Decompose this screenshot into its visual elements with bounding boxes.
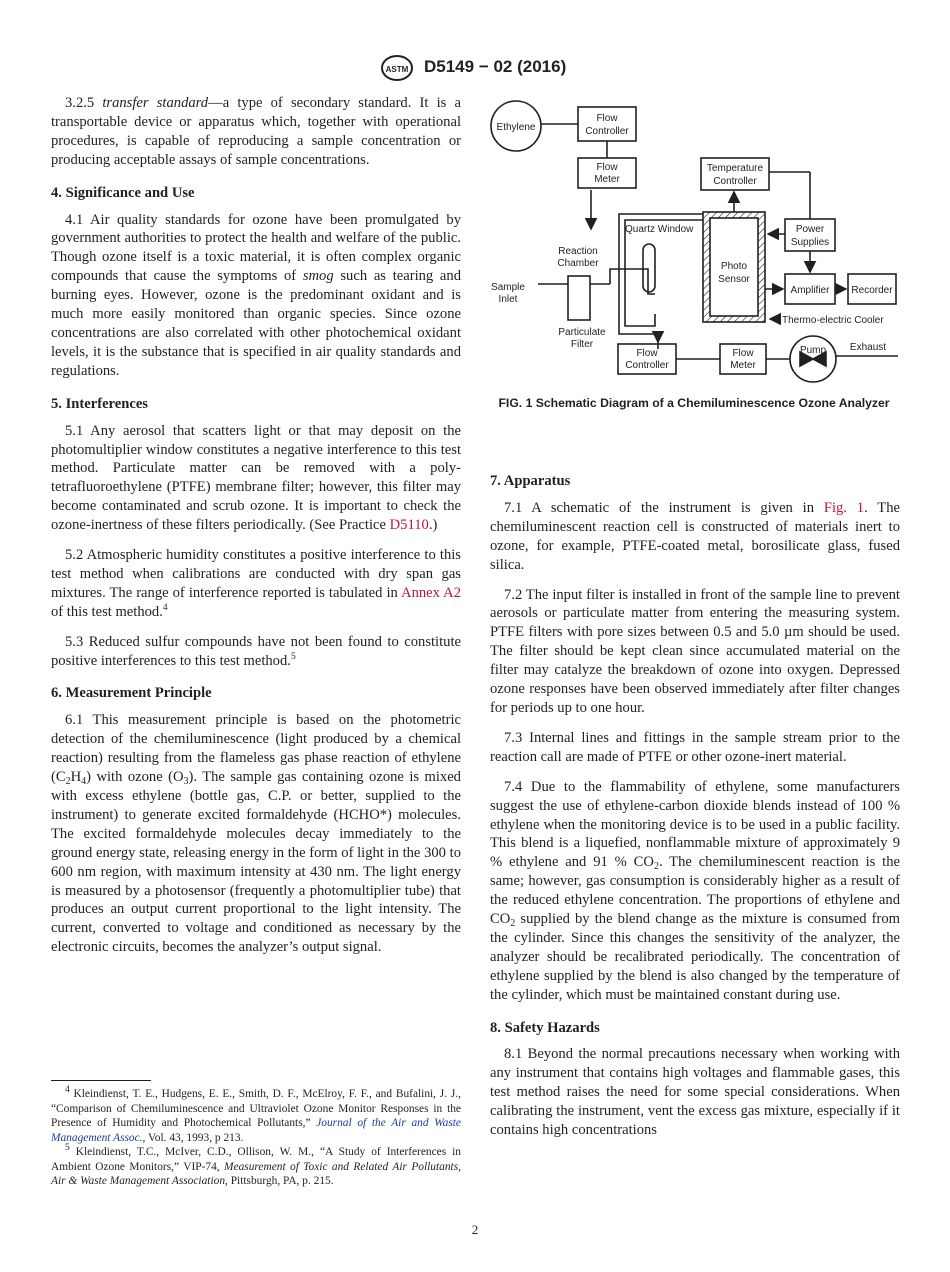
schematic-diagram <box>488 94 900 399</box>
svg-text:Flow: Flow <box>732 348 754 359</box>
footnote-5: $^5$ Kleindienst, T.C., McIver, C.D., Ollison, W. M., “A Study of Interferences in Ambient Ozone Monitors,” VIP-74, Measurement of Toxic and Related Air Pollutants, Air & Waste Management Association, Pittsburgh, PA, p. 215. <box>51 1143 461 1187</box>
svg-text:Flow: Flow <box>596 113 618 124</box>
link-annex-a2[interactable]: Annex A2 <box>401 584 461 601</box>
section-heading-8: 8. Safety Hazards <box>490 1019 600 1036</box>
astm-logo-text: ASTM <box>385 65 409 74</box>
svg-text:Sensor: Sensor <box>718 274 750 285</box>
link-fig-1[interactable]: Fig. 1 <box>823 499 865 516</box>
svg-text:Controller: Controller <box>585 126 629 137</box>
page-number: 2 <box>471 1222 479 1237</box>
right-column <box>490 472 900 1151</box>
label-quartz-window: Quartz Window <box>625 224 694 235</box>
document-id: D5149 − 02 (2016) <box>424 57 567 76</box>
paragraph-4-1: 4.1 Air quality standards for ozone have been promulgated by government authorities to protect the health and welfare of the public. Though ozone itself is a toxic material, it is often complex organic compounds that cause the symptoms of smog such as tearing and burning eyes. However, ozone is the predominant oxidant and is much more easily monitored than organic species. Since ozone concentrations are also correlated with other photochemical oxidant levels, it is the substance that is specified in air quality standards and regulations. <box>51 211 461 379</box>
paragraph-7-3: 7.3 Internal lines and fittings in the sample stream prior to the reaction call are made of PTFE or other ozone-inert material. <box>490 729 900 765</box>
svg-text:Inlet: Inlet <box>498 294 518 305</box>
link-d5110[interactable]: D5110 <box>389 517 429 534</box>
svg-text:Controller: Controller <box>625 360 669 371</box>
paragraph-7-1: 7.1 A schematic of the instrument is given in Fig. 1. The chemiluminescent reaction cell is constructed of materials inert to ozone, for example, PTFE-coated metal, borosilicate glass, fused silica. <box>490 499 900 573</box>
svg-text:Flow: Flow <box>636 348 658 359</box>
svg-text:Amplifier: Amplifier <box>790 285 830 296</box>
paragraph-7-4: 7.4 Due to the flammability of ethylene, some manufacturers suggest the use of ethylene-carbon dioxide blends instead of 100 % ethylene when the monitoring device is to be used in a public facility. This blend is a liquefied, nonflammable mixture of approximately 9 % ethylene and 91 % $CO_2$. The chemiluminescent reaction is the same; however, gas consumption is considerably higher as a result of the reduced ethylene concentration. The proportions of ethylene and $CO_2$ supplied by the blend change as the mixture is consumed from the cylinder. Since this changes the sensitivity of the analyzer, the analyzer should be recalibrated periodically. The concentration of ethylene supplied by the blend is also changed by the temperature of the cylinder, which must be maintained constant during use. <box>490 778 900 1003</box>
svg-text:Chamber: Chamber <box>557 258 599 269</box>
label-ethylene: Ethylene <box>496 122 536 133</box>
figure-caption: FIG. 1 Schematic Diagram of a Chemiluminescence Ozone Analyzer <box>498 396 890 410</box>
svg-text:Flow: Flow <box>596 162 618 173</box>
label-thermo-cooler: Thermo-electric Cooler <box>782 315 884 326</box>
astm-logo <box>380 54 414 82</box>
svg-text:Exhaust: Exhaust <box>849 342 887 353</box>
section-heading-7: 7. Apparatus <box>490 473 571 489</box>
paragraph-5-3: 5.3 Reduced sulfur compounds have not been found to constitute positive interferences to this test method.$^5$ <box>51 633 461 669</box>
svg-text:Photo: Photo <box>720 261 748 272</box>
svg-text:Meter: Meter <box>594 174 620 185</box>
paragraph-7-2: 7.2 The input filter is installed in front of the sample line to prevent aerosols or particulate matter from entering the measuring system. PTFE filters with pore sizes between 0.5 and 5.0 µm should be used. The filter should be kept clean since accumulated material on the filter may catalyze the breakdown of ozone into oxygen. Depressed ozone responses have been observed immediately after filter changes for periods up to one hour. <box>490 586 900 716</box>
section-heading-6: 6. Measurement Principle <box>51 685 212 702</box>
svg-text:Supplies: Supplies <box>790 237 830 248</box>
svg-text:Meter: Meter <box>730 360 756 371</box>
svg-text:Recorder: Recorder <box>851 285 893 296</box>
left-column <box>51 94 461 968</box>
footnote-rule <box>51 1080 151 1081</box>
particulate-filter-box <box>568 276 590 320</box>
svg-text:Controller: Controller <box>713 176 757 187</box>
paragraph-5-1: 5.1 Any aerosol that scatters light or that may deposit on the photomultiplier window constitutes a negative interference to this test method. Particulate matter can be removed with a poly-tetrafluoroethylene (PTFE) membrane filter; however, this filter may become contaminated and scrub ozone. It is important to check the ozone-inertness of these filters periodically. (See Practice D5110.) <box>51 422 461 534</box>
svg-text:Sample: Sample <box>491 282 525 293</box>
link-journal[interactable]: Journal of the Air and Waste Management Assoc. <box>51 1117 461 1144</box>
footnotes <box>51 1080 461 1189</box>
paragraph-6-1: 6.1 This measurement principle is based on the photometric detection of the chemiluminescence (light produced by a chemical reaction) resulting from the flameless gas phase reaction of ethylene $(C_2H_4)$ with ozone $(O_3)$. The sample gas containing ozone is mixed with excess ethylene (bottle gas, C.P. or better, supplied to the instrument) to generate excited formaldehyde (HCHO*) molecules. The excited formaldehyde molecules decay immediately to the ground energy state, releasing energy in the form of light in the 300 to 600 nm region, with maximum intensity at 430 nm. The light energy is measured by a photosensor (frequently a photomultiplier tube) that produces an output current proportional to the light intensity. The current, converted to voltage and conditioned as necessary by the electronic circuits, becomes the analyzer’s output signal. <box>51 712 461 956</box>
section-heading-4: 4. Significance and Use <box>51 184 195 201</box>
svg-text:Particulate: Particulate <box>558 327 606 338</box>
svg-text:Temperature: Temperature <box>706 163 764 174</box>
svg-text:Pump: Pump <box>799 345 827 356</box>
svg-text:Power: Power <box>795 224 825 235</box>
paragraph-8-1: 8.1 Beyond the normal precautions necessary when working with any instrument that contains high voltages and flammable gases, this test method raises the need for some special considerations. When calibrating the instrument, vent the excess gas mixture, especially if it contains high concentrations <box>490 1046 900 1139</box>
footnote-4: $^4$ Kleindienst, T. E., Hudgens, E. E., Smith, D. F., McElroy, F. F., and Bufalini, J. J., “Comparison of Chemiluminescence and Ultraviolet Ozone Monitor Responses in the Presence of Humidity and Photochemical Pollutants,” Journal of the Air and Waste Management Assoc., Vol. 43, 1993, p 213. <box>51 1085 461 1144</box>
svg-text:Filter: Filter <box>570 339 594 350</box>
paragraph-3-2-5: 3.2.5 transfer standard—a type of secondary standard. It is a transportable device or apparatus which, together with operational procedures, is capable of reproducing a sample concentration or producing acceptable assays of sample concentrations. <box>51 95 461 168</box>
section-heading-5: 5. Interferences <box>51 395 148 412</box>
paragraph-5-2: 5.2 Atmospheric humidity constitutes a positive interference to this test method when calibrations are conducted with dry span gas mixtures. The range of interference reported is tabulated in Annex A2 of this test method.$^4$ <box>51 547 461 620</box>
svg-text:Reaction: Reaction <box>558 246 598 257</box>
